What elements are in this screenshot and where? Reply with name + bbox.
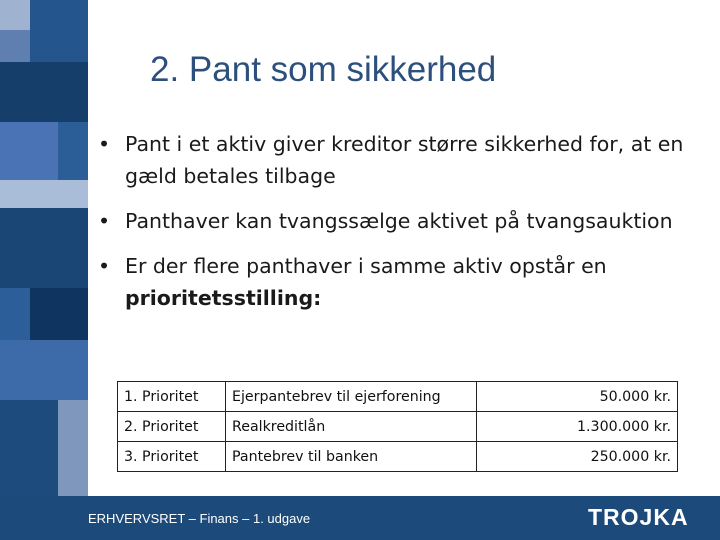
priority-cell: 2. Prioritet bbox=[118, 412, 226, 442]
mortgage-type-cell: Realkreditlån bbox=[226, 412, 477, 442]
bullet-marker: • bbox=[98, 254, 111, 278]
amount-cell: 1.300.000 kr. bbox=[477, 412, 678, 442]
bullet-marker: • bbox=[98, 209, 111, 233]
bullet-text: Panthaver kan tvangssælge aktivet på tvangsauktion bbox=[125, 209, 673, 233]
priority-table bbox=[117, 381, 678, 472]
footer-text: ERHVERVSRET – Finans – 1. udgave bbox=[88, 511, 311, 526]
bullet-item bbox=[98, 128, 710, 192]
bullet-item bbox=[98, 205, 710, 237]
amount-cell: 50.000 kr. bbox=[477, 382, 678, 412]
bullet-text: Er der flere panthaver i samme aktiv opstår en bbox=[125, 254, 607, 278]
slide-title: 2. Pant som sikkerhed bbox=[150, 50, 497, 89]
table-row bbox=[118, 412, 678, 442]
decorative-side-pattern bbox=[0, 0, 88, 540]
bullet-bold-term: prioritetsstilling: bbox=[125, 286, 322, 310]
table-row bbox=[118, 382, 678, 412]
trojka-logo: TROJKA bbox=[588, 504, 689, 530]
mortgage-type-cell: Pantebrev til banken bbox=[226, 442, 477, 472]
bullet-item bbox=[98, 250, 710, 314]
bullet-list bbox=[98, 128, 710, 327]
table-row bbox=[118, 442, 678, 472]
priority-cell: 3. Prioritet bbox=[118, 442, 226, 472]
amount-cell: 250.000 kr. bbox=[477, 442, 678, 472]
bullet-text: Pant i et aktiv giver kreditor større sikkerhed for, at en gæld betales tilbage bbox=[125, 132, 684, 188]
mortgage-type-cell: Ejerpantebrev til ejerforening bbox=[226, 382, 477, 412]
priority-cell: 1. Prioritet bbox=[118, 382, 226, 412]
bullet-marker: • bbox=[98, 132, 111, 156]
